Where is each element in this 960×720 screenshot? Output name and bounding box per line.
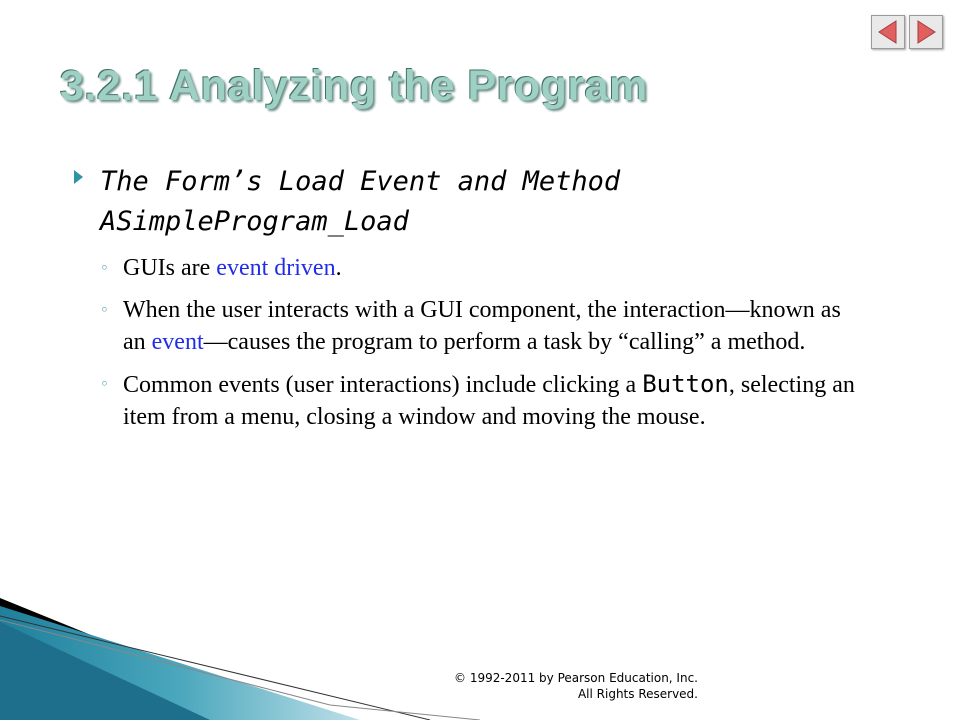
sub-bullet-text: GUIs are [123, 255, 217, 281]
copyright-line-1: © 1992-2011 by Pearson Education, Inc. [454, 671, 698, 685]
main-bullet [74, 162, 834, 242]
sub-bullet-text: Common events (user interactions) include clicking a [123, 372, 643, 398]
ring-bullet-icon: ◦ [100, 375, 109, 393]
sub-bullet-text: , selecting an item from a menu, closing a window and moving the mouse. [123, 372, 855, 430]
main-bullet-text [100, 162, 834, 242]
triangle-left-icon [872, 16, 904, 48]
sub-bullet-item [100, 368, 860, 433]
sub-bullet-text: —causes the program to perform a task by “calling” a method. [203, 329, 806, 355]
sub-bullet-list [100, 252, 860, 443]
slide-title: 3.2.1 Analyzing the Program [60, 62, 648, 110]
sub-bullet-item [100, 252, 860, 284]
copyright-notice [454, 670, 698, 702]
main-bullet-line-2: ASimpleProgram_Load [100, 206, 409, 237]
next-slide-button[interactable] [909, 15, 943, 49]
ring-bullet-icon: ◦ [100, 301, 109, 319]
arrow-bullet-icon [74, 170, 83, 184]
code-term: Button [642, 370, 729, 398]
sub-bullet-text: When the user interacts with a GUI component, the interaction—known as an [123, 297, 841, 355]
previous-slide-button[interactable] [871, 15, 905, 49]
sub-bullet-text: . [335, 255, 342, 281]
highlight-term: event [151, 329, 204, 355]
sub-bullet-item [100, 294, 860, 358]
ring-bullet-icon: ◦ [100, 259, 109, 277]
copyright-line-2: All Rights Reserved. [577, 687, 698, 701]
triangle-right-icon [910, 16, 942, 48]
highlight-term: event driven [216, 255, 336, 281]
main-bullet-line-1: The Form’s Load Event and Method [100, 166, 621, 197]
